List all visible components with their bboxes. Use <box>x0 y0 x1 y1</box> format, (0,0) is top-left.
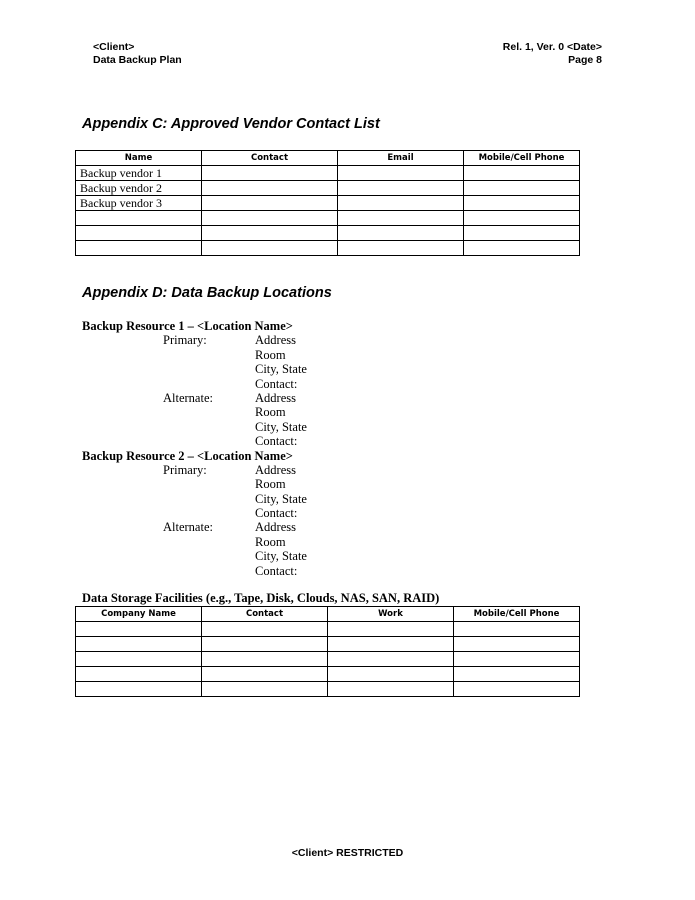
table-cell <box>338 196 464 211</box>
location-line <box>82 348 307 362</box>
table-cell <box>76 637 202 652</box>
table-row <box>76 637 580 652</box>
city-state-field: City, State <box>255 491 307 506</box>
backup-locations-list <box>82 319 307 578</box>
location-line <box>82 377 307 391</box>
table-row <box>76 226 580 241</box>
primary-label: Primary: <box>163 462 207 477</box>
table-header-row <box>76 607 580 622</box>
vendor-contact-table <box>75 150 580 256</box>
column-header-name: Name <box>76 151 202 166</box>
alternate-label: Alternate: <box>163 520 213 535</box>
location-line <box>82 420 307 434</box>
column-header-contact: Contact <box>202 151 338 166</box>
table-row <box>76 241 580 256</box>
header-page-number: Page 8 <box>568 53 602 66</box>
table-cell <box>454 637 580 652</box>
appendix-c-title: Appendix C: Approved Vendor Contact List <box>82 116 380 132</box>
table-cell <box>76 622 202 637</box>
address-field: Address <box>255 462 296 477</box>
room-field: Room <box>255 347 286 362</box>
address-field: Address <box>255 520 296 535</box>
table-cell <box>338 211 464 226</box>
address-field: Address <box>255 333 296 348</box>
location-line <box>82 391 307 405</box>
header-right <box>503 41 602 66</box>
location-line <box>82 492 307 506</box>
table-cell <box>202 652 328 667</box>
city-state-field: City, State <box>255 419 307 434</box>
table-row <box>76 181 580 196</box>
contact-field: Contact: <box>255 563 298 578</box>
table-cell <box>202 181 338 196</box>
table-cell <box>464 166 580 181</box>
table-cell <box>202 211 338 226</box>
table-row <box>76 682 580 697</box>
footer-restricted: <Client> RESTRICTED <box>291 847 404 859</box>
table-cell <box>202 622 328 637</box>
table-cell <box>202 682 328 697</box>
table-cell <box>76 211 202 226</box>
table-cell <box>454 652 580 667</box>
table-cell <box>454 682 580 697</box>
table-cell <box>328 682 454 697</box>
table-cell <box>328 622 454 637</box>
storage-facilities-table <box>75 606 580 697</box>
table-row <box>76 652 580 667</box>
table-cell <box>464 181 580 196</box>
column-header-company-name: Company Name <box>76 607 202 622</box>
table-cell <box>454 622 580 637</box>
table-row <box>76 211 580 226</box>
city-state-field: City, State <box>255 549 307 564</box>
table-cell <box>202 226 338 241</box>
location-line <box>82 549 307 563</box>
room-field: Room <box>255 534 286 549</box>
table-row <box>76 667 580 682</box>
table-cell: Backup vendor 3 <box>76 196 202 211</box>
header-client: <Client> <box>93 41 135 53</box>
alternate-label: Alternate: <box>163 390 213 405</box>
primary-label: Primary: <box>163 333 207 348</box>
location-line <box>82 506 307 520</box>
location-line <box>82 535 307 549</box>
location-line <box>82 520 307 534</box>
table-cell <box>328 667 454 682</box>
contact-field: Contact: <box>255 506 298 521</box>
contact-field: Contact: <box>255 434 298 449</box>
table-cell <box>328 652 454 667</box>
location-line <box>82 362 307 376</box>
contact-field: Contact: <box>255 376 298 391</box>
appendix-d-title: Appendix D: Data Backup Locations <box>82 285 332 301</box>
location-line <box>82 333 307 347</box>
column-header-mobile: Mobile/Cell Phone <box>464 151 580 166</box>
table-cell <box>76 682 202 697</box>
table-cell <box>328 637 454 652</box>
column-header-work: Work <box>328 607 454 622</box>
column-header-contact: Contact <box>202 607 328 622</box>
column-header-email: Email <box>338 151 464 166</box>
table-cell <box>454 667 580 682</box>
table-cell <box>338 241 464 256</box>
city-state-field: City, State <box>255 362 307 377</box>
table-header-row <box>76 151 580 166</box>
header-doc-title: Data Backup Plan <box>93 53 182 66</box>
table-cell: Backup vendor 1 <box>76 166 202 181</box>
table-cell: Backup vendor 2 <box>76 181 202 196</box>
room-field: Room <box>255 405 286 420</box>
table-cell <box>202 166 338 181</box>
table-cell <box>202 196 338 211</box>
table-cell <box>338 181 464 196</box>
room-field: Room <box>255 477 286 492</box>
location-line <box>82 477 307 491</box>
table-cell <box>464 241 580 256</box>
storage-facilities-title: Data Storage Facilities (e.g., Tape, Disk, Clouds, NAS, SAN, RAID) <box>82 591 440 605</box>
location-line <box>82 564 307 578</box>
column-header-mobile: Mobile/Cell Phone <box>454 607 580 622</box>
location-line <box>82 434 307 448</box>
table-cell <box>202 637 328 652</box>
table-cell <box>76 241 202 256</box>
table-cell <box>202 241 338 256</box>
table-cell <box>464 196 580 211</box>
table-cell <box>338 226 464 241</box>
address-field: Address <box>255 390 296 405</box>
table-cell <box>202 667 328 682</box>
backup-resource-2-title: Backup Resource 2 – <Location Name> <box>82 448 293 463</box>
table-row <box>76 166 580 181</box>
location-line <box>82 405 307 419</box>
table-cell <box>76 226 202 241</box>
header-release: Rel. 1, Ver. 0 <Date> <box>502 41 602 53</box>
table-row <box>76 196 580 211</box>
table-row <box>76 622 580 637</box>
table-cell <box>464 226 580 241</box>
table-cell <box>76 667 202 682</box>
backup-resource-1-title: Backup Resource 1 – <Location Name> <box>82 319 293 333</box>
table-cell <box>464 211 580 226</box>
table-cell <box>338 166 464 181</box>
table-cell <box>76 652 202 667</box>
location-line <box>82 463 307 477</box>
header-left <box>93 41 182 66</box>
